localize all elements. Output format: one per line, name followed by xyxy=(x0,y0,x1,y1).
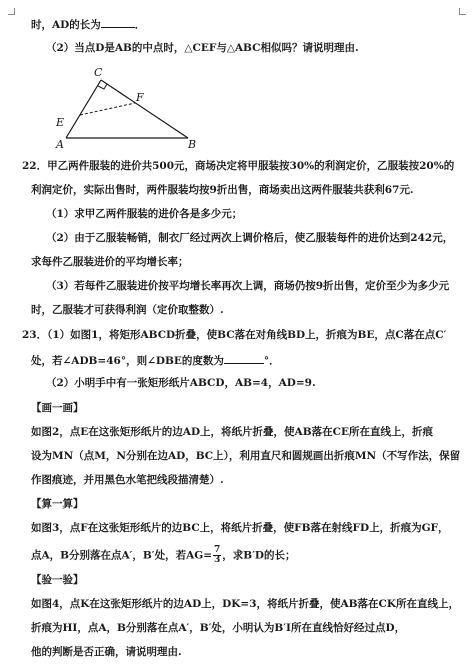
text-line xyxy=(22,329,446,342)
triangle-abc xyxy=(66,80,188,138)
fraction-numerator: 7 xyxy=(214,545,221,555)
text-line-content: （2）由于乙服装畅销，制衣厂经过两次上调价格后，使乙服装每件的进价达到242元， xyxy=(46,232,454,244)
text-line-content: 如图2，点E在这张矩形纸片的边AD上，将纸片折叠，使AB落在CE所在直线上，折痕 xyxy=(31,426,433,438)
text-line-content: °． xyxy=(263,355,280,367)
text-line xyxy=(31,546,296,565)
text-line-content: （1）求甲乙两件服装的进价各是多少元； xyxy=(46,208,243,220)
section-heading xyxy=(31,498,84,511)
text-line-content: 如图4，点K在这张矩形纸片的边AD上，DK=3，将纸片折叠，使AB落在CK所在直线上， xyxy=(31,598,460,610)
text-line-content: （2）当点D是AB的中点时，△CEF与△ABC相似吗？请说明理由. xyxy=(46,42,359,54)
text-line-content: 23．（1）如图1，将矩形ABCD折叠，使BC落在对角线BD上，折痕为BE，点C落在点C′ xyxy=(22,329,447,341)
text-line xyxy=(31,622,405,635)
segment-cb xyxy=(101,80,188,138)
text-line xyxy=(31,474,224,487)
label-f: F xyxy=(136,91,144,104)
answer-blank xyxy=(224,353,264,364)
text-line xyxy=(46,232,453,245)
text-line xyxy=(31,646,182,659)
label-a: A xyxy=(56,138,64,151)
text-line xyxy=(31,598,459,611)
text-line xyxy=(46,280,449,293)
fraction xyxy=(213,546,221,565)
text-line-content: 利润定价，实际出售时，两件服装均按9折出售，商场卖出这两件服装共获利67元. xyxy=(31,184,414,196)
text-line-content: 处，若∠ADB=46°，则∠DBE的度数为 xyxy=(31,355,224,367)
label-c: C xyxy=(94,66,103,79)
text-line-content: 【验一验】 xyxy=(31,574,84,586)
text-line-content: 如图3，点F在这张矩形纸片的边BC上，将纸片折叠，使FB落在射线FD上，折痕为GF， xyxy=(31,522,449,534)
text-line-content: 【算一算】 xyxy=(31,498,84,510)
section-heading xyxy=(31,402,84,415)
text-line-content: 作图痕迹，并用黑色水笔把线段描清楚）. xyxy=(31,474,224,486)
text-line-content: 时，乙服装才可获得利润（定价取整数）. xyxy=(31,304,224,316)
text-line xyxy=(31,304,224,317)
text-line xyxy=(31,522,449,535)
text-line-content: （3）若每件乙服装进价按平均增长率再次上调，商场仍按9折出售，定价至少为多少元 xyxy=(46,280,450,292)
right-angle-mark xyxy=(98,84,107,89)
text-line xyxy=(31,184,414,197)
section-heading xyxy=(31,574,84,587)
text-line xyxy=(31,353,280,368)
label-b: B xyxy=(188,138,197,151)
text-line-content: ． xyxy=(134,19,146,31)
text-line-content: （2）小明手中有一张矩形纸片ABCD，AB=4，AD=9. xyxy=(46,377,316,389)
segment-ef xyxy=(80,103,135,115)
text-line-content: 22．甲乙两件服装的进价共500元，商场决定将甲服装按30%的利润定价，乙服装按20%的 xyxy=(22,160,455,172)
text-line xyxy=(46,377,316,390)
fraction-denominator: 3 xyxy=(214,555,221,565)
text-line-content: 时，AD的长为 xyxy=(31,19,101,31)
text-line xyxy=(46,208,242,221)
text-line xyxy=(31,256,189,269)
text-line xyxy=(22,160,454,173)
segment-ca xyxy=(66,80,101,138)
text-line-content: 设为MN（点M，N分别在边AD，BC上），利用直尺和圆规画出折痕MN（不写作法，保留 xyxy=(31,450,461,462)
text-line-content: ，求B′D的长； xyxy=(222,549,296,562)
label-e: E xyxy=(56,116,65,129)
text-line xyxy=(31,450,460,463)
text-line-content: 他的判断是否正确，请说明理由. xyxy=(31,646,182,658)
text-line-content: 点A，B分别落在点A′，B′处，若AG= xyxy=(31,549,212,562)
text-line-content: 【画一画】 xyxy=(31,402,84,414)
text-line-content: 求每件乙服装进价的平均增长率； xyxy=(31,256,189,268)
text-line xyxy=(31,426,433,439)
text-line-content: 折痕为HI，点A，B分别落在点A′，B′处，小明认为B′I所在直线恰好经过点D， xyxy=(31,622,406,634)
